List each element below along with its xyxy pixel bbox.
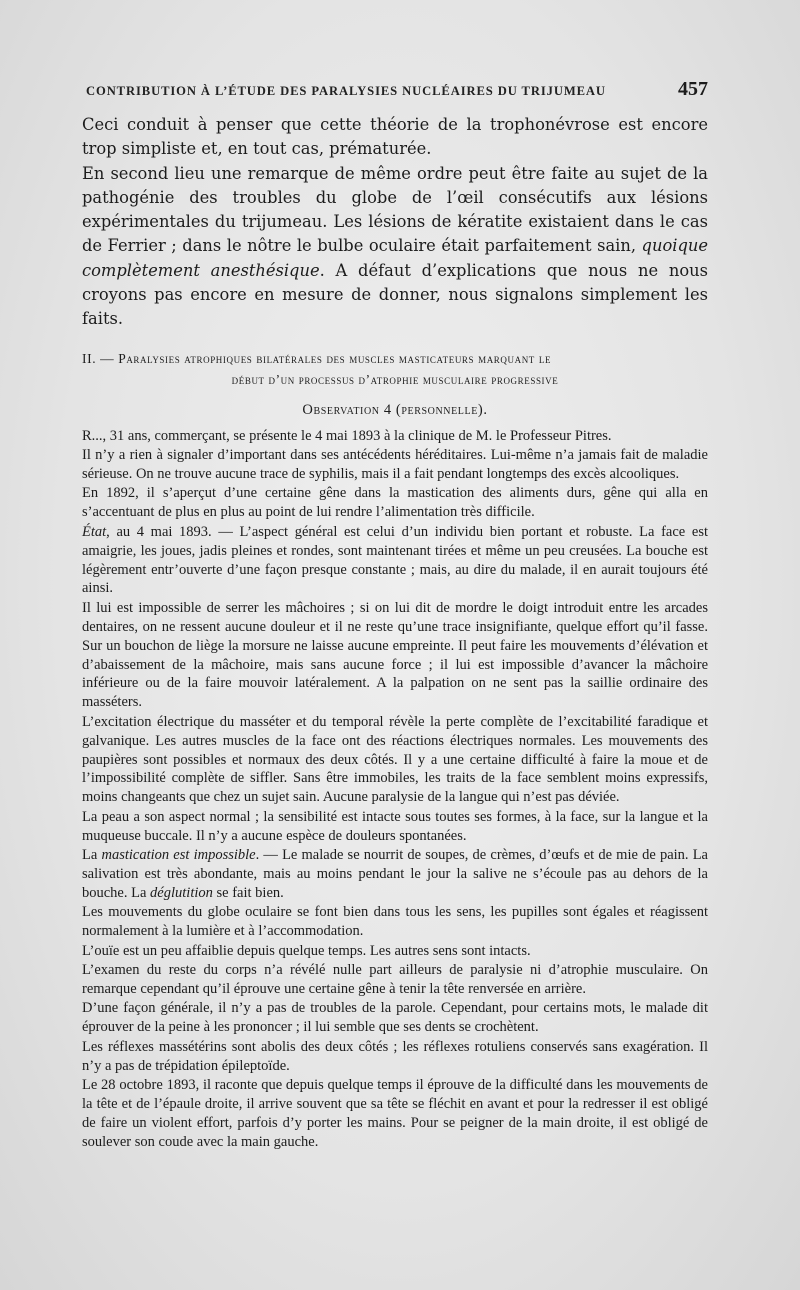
body-paragraph: L’ouïe est un peu affaiblie depuis quelque temps. Les autres sens sont intacts. [82,942,531,959]
body-paragraph [82,523,708,599]
section-heading-line: début d’un processus d’atrophie musculaire progressive [231,371,559,387]
lead-paragraph: Ceci conduit à penser que cette théorie de la trophonévrose est encore trop simpliste et, en tout cas, prématurée. [82,115,708,159]
text-span: En second lieu une remarque de même ordre peut être faite au sujet de la pathogénie des troubles du globe de l’œil consécutifs aux lésions expérimentales du trijumeau. Les lésions de kératite existaient dans le cas de Ferrier ; dans le nôtre le bulbe oculaire était parfaitement sain, [82,163,708,256]
lead-paragraph [82,162,708,332]
page-header [86,78,708,101]
body-paragraph: Le 28 octobre 1893, il raconte que depuis quelque temps il éprouve de la difficulté dans les mouvements de la tête et de l’épaule droite, il arrive souvent que sa tête se fléchit en avant et pour la redresser il est obligé de faire un violent effort, parfois d’y porter les mains. Pour se peigner de la main droite, il est obligé de soulever son coude avec la main gauche. [82,1076,708,1150]
italic-text: État [82,523,107,540]
body-paragraph: L’examen du reste du corps n’a révélé nulle part ailleurs de paralysie ni d’atrophie musculaire. On remarque cependant qu’il éprouve une certaine gêne à tenir la tête renversée en arrière. [82,962,708,997]
body-paragraph: D’une façon générale, il n’y a pas de troubles de la parole. Cependant, pour certains mots, le malade dit éprouver de la peine à les prononcer ; il lui semble que ses dents se crochètent. [82,1000,708,1036]
text-span: , au 4 mai 1893. — L’aspect général est celui d’un individu bien portant et robuste. La face est amaigrie, les joues, jadis pleines et rondes, sont maintenant tirées et même un peu creusées. La bouche est légèrement entr’ouverte d’une façon presque constante ; mais, au dire du malade, il en aurait toujours été ainsi. [82,523,708,597]
section-heading [82,348,708,390]
page-number: 457 [678,78,708,100]
text-span: La [82,847,102,864]
italic-text: mastication est impossible [101,847,256,864]
body-paragraph: L’excitation électrique du masséter et du temporal révèle la perte complète de l’excitabilité faradique et galvanique. Les autres muscles de la face ont des réactions électriques normales. Les mouvements des paupières sont possibles et normaux des deux côtés. Il y a une certaine difficulté à faire la moue et de l’impossibilité complète de siffler. Sans être immobiles, les traits de la face semblent moins expressifs, moins changeants que chez un sujet sain. Aucune paralysie de la langue qui n’est pas déviée. [82,713,708,806]
text-span: . A défaut d’explications que nous ne nous croyons pas encore en mesure de donner, nous signalons simplement les faits. [82,260,708,329]
body-paragraph: La peau a son aspect normal ; la sensibilité est intacte sous toutes ses formes, à la face, sur la langue et la muqueuse buccale. Il n’y a aucune espèce de douleurs spontanées. [82,808,708,844]
lead-text [82,113,708,332]
body-paragraph: Il n’y a rien à signaler d’important dans ses antécédents héréditaires. Lui-même n’a jamais fait de maladie sérieuse. On ne trouve aucune trace de syphilis, mais il a fait pendant longtemps des excès alcooliques. [82,447,708,482]
text-span: se fait bien. [212,884,284,901]
section-heading-line: II. — Paralysies atrophiques bilatérales des muscles masticateurs marquant le [82,350,552,366]
body-paragraph: Les réflexes massétérins sont abolis des deux côtés ; les réflexes rotuliens conservés sans exagération. Il n’y a pas de trépidation épileptoïde. [82,1038,708,1074]
running-title: CONTRIBUTION À L’ÉTUDE DES PARALYSIES NUCLÉAIRES DU TRIJUMEAU [86,84,606,98]
page-content [82,113,708,1152]
body-paragraph: Les mouvements du globe oculaire se font bien dans tous les sens, les pupilles sont égales et réagissent normalement à la lumière et à l’accommodation. [82,904,708,940]
italic-text: quoique complètement anesthésique [82,236,708,280]
observation-body [82,427,708,1152]
body-paragraph: En 1892, il s’aperçut d’une certaine gêne dans la mastication des aliments durs, gêne qui alla en s’accentuant de plus en plus au point de lui rendre l’alimentation très difficile. [82,485,708,521]
body-paragraph: Il lui est impossible de serrer les mâchoires ; si on lui dit de mordre le doigt introduit entre les arcades dentaires, on ne ressent aucune douleur et il ne reste qu’une trace insignifiante, quelque effort qu’il fasse. Sur un bouchon de liège la morsure ne laisse aucune empreinte. Il peut faire les mouvements d’élévation et d’abaissement de la mâchoire, mais sans aucune force ; il lui est impossible d’avancer la mâchoire inférieure ou de la faire mouvoir latéralement. A la palpation on ne sent pas la saillie ordinaire des masséters. [82,599,708,711]
body-paragraph: R..., 31 ans, commerçant, se présente le 4 mai 1893 à la clinique de M. le Professeur Pitres. [82,427,612,444]
italic-text: déglutition [150,884,213,901]
text-span: . — Le malade se nourrit de soupes, de crèmes, d’œufs et de mie de pain. La salivation est très abondante, mais au moins pendant le jour la salive ne s’écoule pas au dehors de la bouche. La [82,847,708,901]
observation-title: Observation 4 (personnelle). [302,401,488,418]
body-paragraph [82,846,708,903]
